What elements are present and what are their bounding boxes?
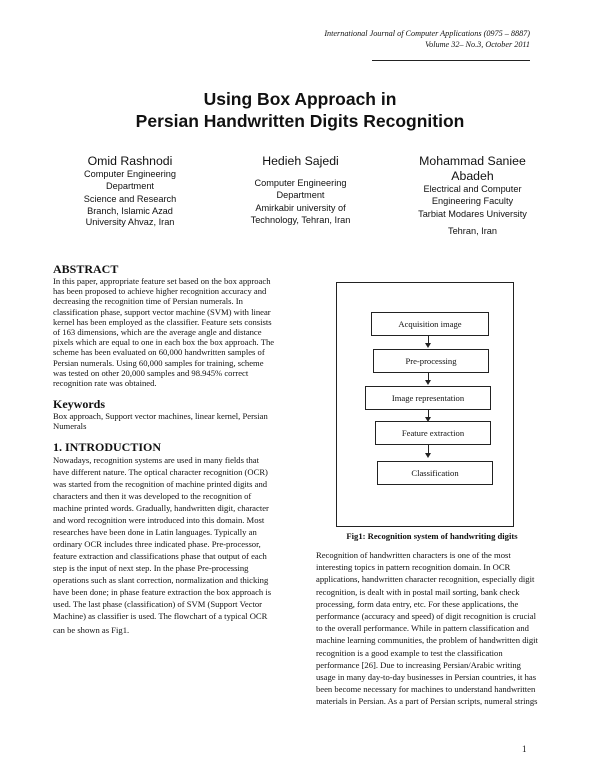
text-line: to the overall performance. While in pattern classification and (316, 623, 529, 634)
flow-box-classification: Classification (377, 461, 493, 485)
affiliation-line: Amirkabir university of (255, 203, 346, 213)
page-number: 1 (522, 744, 527, 754)
text-line: Nowadays, recognition systems are used in many fields that (53, 455, 259, 465)
text-line: researches have been done in Latin languages. Typically an (53, 527, 257, 537)
text-line: was tested on other 20,000 samples and 98.945% correct (53, 367, 249, 378)
author-name: Omid Rashnodi (87, 154, 173, 168)
flow-box-representation: Image representation (365, 386, 491, 410)
text-line: scheme has been evaluated on 60,000 handwritten samples of (53, 347, 265, 358)
text-line: pixels which are equal to one in each box the box approach. The (53, 337, 275, 348)
text-line: classification phase, support vector machine (SVM) with linear (53, 306, 271, 317)
text-line: recognition rate was obtained. (53, 377, 157, 388)
affiliation-line: Science and Research (83, 194, 177, 204)
text-line: Machine) as classifier is used. The flowchart of a typical OCR (53, 611, 268, 621)
text-line: interesting topics in pattern recognition domain. In OCR (316, 562, 511, 573)
text-line: was started from the recognition of machine printed digits and (53, 479, 268, 489)
flow-box-feature-extraction: Feature extraction (375, 421, 491, 445)
affiliation-line: Computer Engineering (84, 169, 176, 179)
affiliation-line: Engineering Faculty (431, 195, 514, 206)
author-affiliation (60, 169, 200, 229)
text-line: and word recognition were introduced into this domain. Most (53, 515, 265, 525)
text-line: decreasing the recognition time of Persian numerals. In (53, 296, 243, 307)
text-line: In this paper, appropriate feature set based on the box approach (53, 276, 271, 286)
keywords-section (53, 398, 298, 431)
text-line: materials in Persian. As a part of Persian scripts, numeral strings (316, 696, 538, 707)
text-line: applications, handwritten character recognition, especially digit (316, 574, 535, 585)
keywords-body (53, 411, 298, 431)
affiliation-line: University Ahvaz, Iran (85, 217, 175, 227)
figure-caption: Fig1: Recognition system of handwriting digits (346, 531, 518, 541)
affiliation-line: Tarbiat Modares University (418, 209, 527, 219)
author-name-cont: Abadeh (451, 169, 494, 183)
affiliation-line: Department (276, 189, 325, 200)
text-line: performance (accuracy and speed) of digit recognition is crucial (316, 610, 536, 621)
header-rule (372, 60, 530, 61)
text-line: Numerals (53, 421, 87, 432)
text-line: machine printed words. Gradually, handwritten digit, character (53, 503, 269, 513)
text-line: recognition, is dealt with in postal mail sorting, bank check (316, 586, 520, 597)
text-line: step is the input of next step. In the phase Pre-processing (53, 563, 249, 573)
abstract-heading: ABSTRACT (53, 262, 119, 276)
affiliation-line: Computer Engineering (254, 178, 347, 188)
text-line: feature extraction and classifications phase that output of each (53, 551, 267, 561)
affiliation-line: Technology, Tehran, Iran (250, 214, 351, 225)
abstract-body (53, 276, 298, 388)
text-line: been become necessary for machines to understand handwritten (316, 684, 536, 695)
paper-title (60, 88, 540, 132)
arrow-down-icon (425, 453, 431, 458)
affiliation-line: Electrical and Computer (423, 184, 522, 194)
author-3 (400, 154, 545, 237)
text-line: can be shown as Fig1. (53, 625, 130, 635)
text-line: kernel has been employed as the classifier. Feature sets consists (53, 316, 272, 327)
title-line-1: Using Box Approach in (203, 89, 397, 109)
text-line: have different nature. The optical character recognition (OCR) (53, 467, 268, 477)
text-line: have been done; in phase feature extraction the box approach is (53, 587, 272, 597)
keywords-heading: Keywords (53, 397, 105, 411)
text-line: used. The last phase (classification) of SVM (Support Vector (53, 599, 262, 609)
affiliation-line: Tehran, Iran (447, 225, 498, 236)
flowchart-figure (336, 282, 514, 527)
text-line: operations such as slant correction, normalization and thicking (53, 575, 269, 585)
right-column-text (316, 549, 548, 707)
title-line-2: Persian Handwritten Digits Recognition (135, 111, 465, 131)
journal-header (324, 29, 530, 50)
text-line: recognition is a good example to test the classification (316, 647, 503, 658)
text-line: has been proposed to achieve higher recognition accuracy and (53, 286, 267, 297)
text-line: Persian numerals. Using 60,000 samples for training, scheme (53, 357, 264, 368)
text-line: of 163 dimensions, which are the average angle and distance (53, 326, 262, 337)
introduction-section (53, 441, 298, 636)
text-line: processing, form data entry, etc. For these applications, the (316, 598, 519, 609)
author-affiliation (400, 184, 545, 237)
text-line: usage in many day-to-day businesses in Persian countries, it has (316, 671, 537, 682)
author-2 (228, 154, 373, 226)
introduction-heading: 1. INTRODUCTION (53, 440, 162, 454)
text-line: characters and then it was developed to the recognition of (53, 491, 252, 501)
abstract-section (53, 263, 298, 388)
text-line: machine learning communities, the problem of handwritten digit (316, 635, 538, 646)
text-line: Recognition of handwritten characters is one of the most (316, 550, 511, 560)
right-column-body (316, 549, 548, 707)
arrow-down-icon (425, 380, 431, 385)
affiliation-line: Department (105, 180, 154, 191)
text-line: ordinary OCR includes three indicated phase. Pre-processor, (53, 539, 261, 549)
text-line: performance [26]. Due to increasing Persian/Arabic writing (316, 659, 521, 670)
flow-box-acquisition: Acquisition image (371, 312, 489, 336)
journal-name: International Journal of Computer Applications (0975 – 8887) (324, 29, 530, 38)
author-name: Hedieh Sajedi (262, 154, 339, 168)
author-1 (60, 154, 200, 229)
author-name: Mohammad Saniee (419, 154, 526, 168)
flow-box-preprocessing: Pre-processing (373, 349, 489, 373)
arrow-down-icon (425, 343, 431, 348)
volume-info: Volume 32– No.3, October 2011 (425, 39, 530, 49)
introduction-body (53, 454, 298, 636)
author-affiliation (228, 178, 373, 226)
text-line: Box approach, Support vector machines, linear kernel, Persian (53, 411, 268, 421)
affiliation-line: Branch, Islamic Azad (87, 205, 173, 216)
